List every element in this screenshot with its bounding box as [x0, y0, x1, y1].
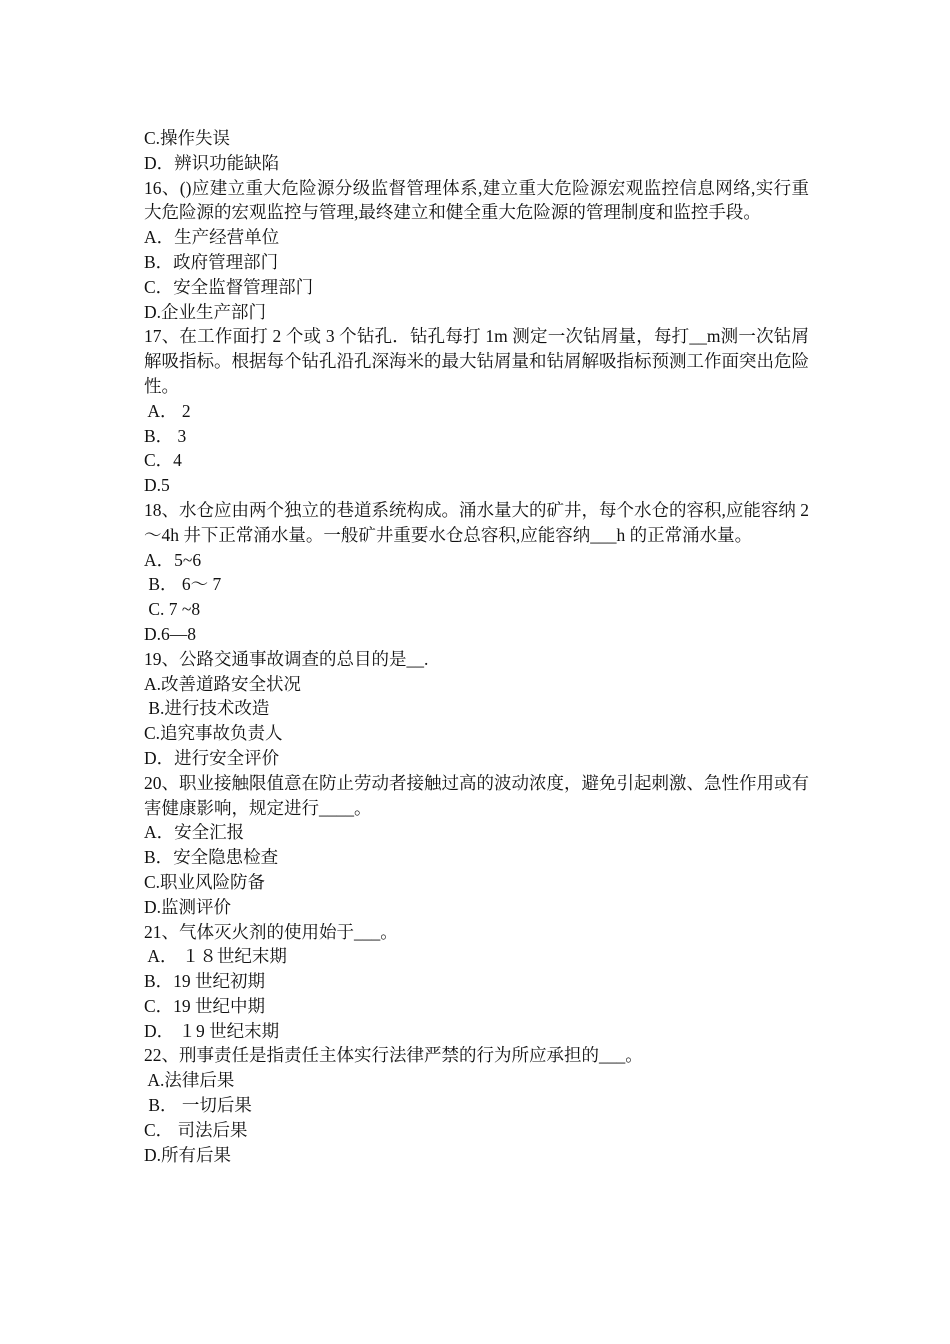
question-text: 21、气体灭火剂的使用始于___。	[144, 921, 398, 942]
answer-option: B．安全隐患检查	[144, 847, 279, 868]
answer-option: D.监测评价	[144, 896, 232, 917]
answer-option: C. 7 ~8	[144, 599, 201, 620]
answer-option: D.所有后果	[144, 1144, 232, 1165]
question-text: 16、()应建立重大危险源分级监督管理体系,建立重大危险源宏观监控信息网络,实行重大危险源的宏观监控与管理,最终建立和健全重大危险源的管理制度和监控手段。	[144, 177, 809, 223]
answer-option: B．19 世纪初期	[144, 971, 266, 992]
answer-option: A． 2	[144, 400, 191, 421]
answer-option: A.改善道路安全状况	[144, 673, 302, 694]
answer-option: B．政府管理部门	[144, 251, 279, 272]
answer-option: A．生产经营单位	[144, 227, 280, 248]
answer-option: C.追究事故负责人	[144, 723, 283, 744]
answer-option: D． １9 世纪末期	[144, 1020, 280, 1041]
answer-option: D.6—8	[144, 623, 197, 644]
document-page	[144, 126, 809, 1167]
answer-option: A． １８世纪末期	[144, 946, 287, 967]
answer-option: D．进行安全评价	[144, 747, 280, 768]
question-text: 17、在工作面打 2 个或 3 个钻孔．钻孔每打 1m 测定一次钻屑量，每打__m测一次钻屑解吸指标。根据每个钻孔沿孔深海米的最大钻屑量和钻屑解吸指标预测工作面突出危险性。	[144, 326, 809, 396]
question-text: 18、水仓应由两个独立的巷道系统构成。涌水量大的矿井，每个水仓的容积,应能容纳 2 ～4h 井下正常涌水量。一般矿井重要水仓总容积,应能容纳___h 的正常涌水量。	[144, 499, 809, 545]
question-text: 19、公路交通事故调查的总目的是__.	[144, 648, 429, 669]
answer-option: C．安全监督管理部门	[144, 276, 314, 297]
question-text: 22、刑事责任是指责任主体实行法律严禁的行为所应承担的___。	[144, 1045, 643, 1066]
answer-option: D.5	[144, 475, 170, 496]
answer-option: D．辨识功能缺陷	[144, 152, 280, 173]
answer-option: C．19 世纪中期	[144, 995, 266, 1016]
answer-option: C.操作失误	[144, 128, 231, 148]
answer-option: A.法律后果	[144, 1070, 235, 1091]
answer-option: B． 6～ 7	[144, 574, 222, 595]
answer-option: B． 一切后果	[144, 1095, 252, 1116]
answer-option: A．5~6	[144, 549, 202, 570]
answer-option: A．安全汇报	[144, 822, 245, 843]
answer-option: C．4	[144, 450, 182, 471]
answer-option: B.进行技术改造	[144, 698, 270, 719]
answer-option: C． 司法后果	[144, 1119, 248, 1140]
answer-option: B． 3	[144, 425, 187, 446]
answer-option: C.职业风险防备	[144, 871, 266, 892]
answer-option: D.企业生产部门	[144, 301, 267, 322]
question-text: 20、职业接触限值意在防止劳动者接触过高的波动浓度，避免引起刺激、急性作用或有害健康影响，规定进行____。	[144, 772, 809, 818]
